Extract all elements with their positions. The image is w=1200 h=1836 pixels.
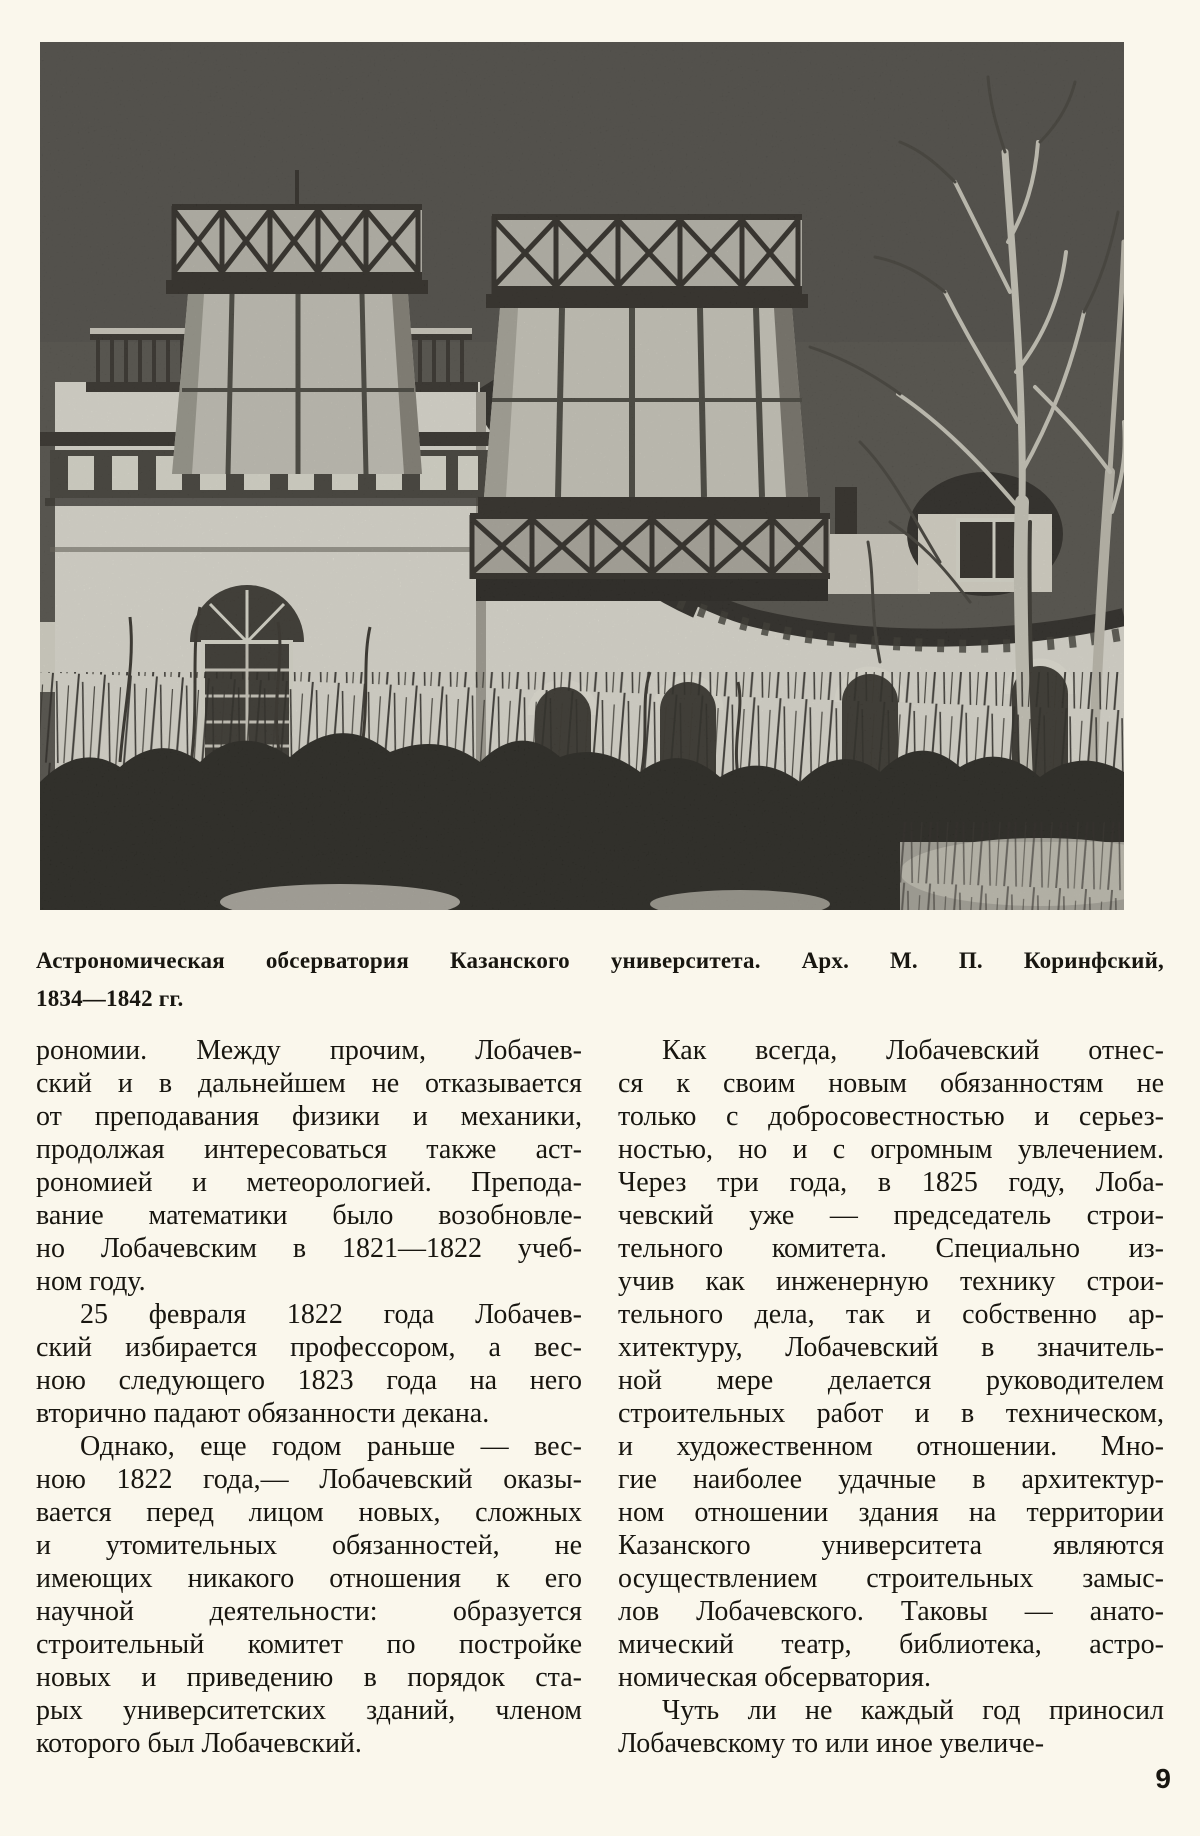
text-line: ном отношении здания на территории: [618, 1497, 1164, 1528]
text-line: лов Лобачевского. Таковы — анато-: [618, 1596, 1164, 1627]
text-line: Как всегда, Лобачевский отнес-: [662, 1035, 1164, 1066]
photo-caption: [36, 942, 1164, 1018]
text-line: только с добросовестностью и серьез-: [618, 1101, 1164, 1132]
text-line: Казанского университета являются: [618, 1530, 1164, 1561]
text-line: ною следующего 1823 года на него: [36, 1365, 582, 1396]
paragraph: [618, 1694, 1164, 1760]
photo-caption-line1: Астрономическая обсерватория Казанского университета. Арх. М. П. Коринфский,: [36, 948, 1164, 973]
text-line: ном году.: [36, 1266, 146, 1297]
observatory-photograph: [40, 42, 1124, 910]
paragraph: [36, 1430, 582, 1760]
text-line: ся к своим новым обязанностям не: [618, 1068, 1164, 1099]
text-line: 25 февраля 1822 года Лобачев-: [80, 1299, 582, 1330]
text-line: строительных работ и в техническом,: [618, 1398, 1164, 1429]
text-column-left: [36, 1034, 582, 1760]
text-line: чевский уже — председатель строи-: [618, 1200, 1164, 1231]
text-line: но Лобачевским в 1821—1822 учеб-: [36, 1233, 582, 1264]
observatory-photo-svg: [40, 42, 1124, 910]
text-line: ский избирается профессором, а вес-: [36, 1332, 582, 1363]
text-line: ский и в дальнейшем не отказывается: [36, 1068, 582, 1099]
text-line: учив как инженерную технику строи-: [618, 1266, 1164, 1297]
text-line: рых университетских зданий, членом: [36, 1695, 582, 1726]
text-line: ной мере делается руководителем: [618, 1365, 1164, 1396]
text-line: мический театр, библиотека, астро-: [618, 1629, 1164, 1660]
text-line: тельного дела, так и собственно ар-: [618, 1299, 1164, 1330]
text-line: Лобачевскому то или иное увеличе-: [618, 1728, 1045, 1759]
text-line: которого был Лобачевский.: [36, 1728, 362, 1759]
text-line: Через три года, в 1825 году, Лоба-: [618, 1167, 1164, 1198]
text-line: вторично падают обязанности декана.: [36, 1398, 490, 1429]
paragraph: [36, 1034, 582, 1298]
text-line: строительный комитет по постройке: [36, 1629, 582, 1660]
text-line: ностью, но и с огромным увлечением.: [618, 1134, 1164, 1165]
text-line: рономией и метеорологией. Препода-: [36, 1167, 582, 1198]
text-line: гие наиболее удачные в архитектур-: [618, 1464, 1164, 1495]
text-line: вание математики было возобновле-: [36, 1200, 582, 1231]
text-line: продолжая интересоваться также аст-: [36, 1134, 582, 1165]
text-line: Однако, еще годом раньше — вес-: [80, 1431, 582, 1462]
text-line: Чуть ли не каждый год приносил: [662, 1695, 1164, 1726]
text-line: осуществлением строительных замыс-: [618, 1563, 1164, 1594]
text-line: и утомительных обязанностей, не: [36, 1530, 582, 1561]
text-line: вается перед лицом новых, сложных: [36, 1497, 582, 1528]
paragraph: [36, 1298, 582, 1430]
text-line: хитектуру, Лобачевский в значитель-: [618, 1332, 1164, 1363]
text-column-right: [618, 1034, 1164, 1760]
photo-grain-light: [40, 42, 1124, 910]
text-line: тельного комитета. Специально из-: [618, 1233, 1164, 1264]
text-line: номическая обсерватория.: [618, 1662, 932, 1693]
photo-caption-line2: 1834—1842 гг.: [36, 986, 184, 1011]
text-line: научной деятельности: образуется: [36, 1596, 582, 1627]
paragraph: [618, 1034, 1164, 1694]
text-line: новых и приведению в порядок ста-: [36, 1662, 582, 1693]
text-line: от преподавания физики и механики,: [36, 1101, 582, 1132]
text-line: ною 1822 года,— Лобачевский оказы-: [36, 1464, 582, 1495]
text-line: и художественном отношении. Мно-: [618, 1431, 1164, 1462]
text-line: имеющих никакого отношения к его: [36, 1563, 582, 1594]
text-line: рономии. Между прочим, Лобачев-: [36, 1035, 582, 1066]
page-number: 9: [1155, 1763, 1171, 1794]
